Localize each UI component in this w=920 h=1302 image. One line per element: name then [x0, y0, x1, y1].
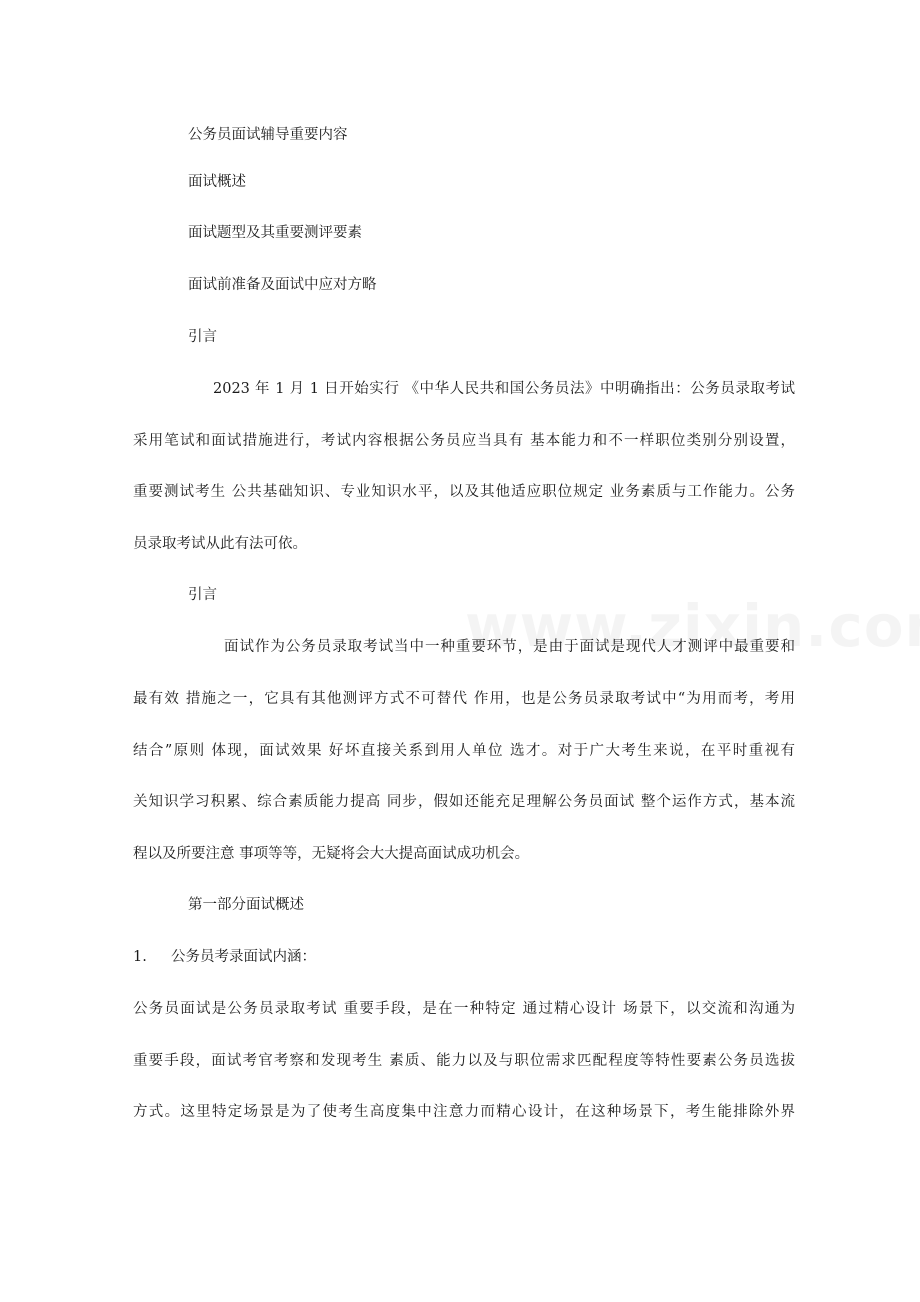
document-title: 公务员面试辅导重要内容	[188, 127, 348, 143]
paragraph-line: 结合”原则 体现，面试效果 好坏直接关系到用人单位 选才。对于广大考生来说，在平时重视有	[133, 743, 795, 759]
paragraph-line: 关知识学习积累、综合素质能力提高 同步，假如还能充足理解公务员面试 整个运作方式，基本流	[133, 794, 795, 810]
paragraph-line: 重要测试考生 公共基础知识、专业知识水平，以及其他适应职位规定 业务素质与工作能力。公务	[133, 484, 795, 500]
section-heading-intro: 引言	[188, 329, 217, 345]
paragraph-line: 2023 年 1 月 1 日开始实行 《中华人民共和国公务员法》中明确指出：公务员录取考试	[213, 381, 795, 397]
paragraph-line: 员录取考试从此有法可依。	[133, 536, 307, 552]
paragraph-line: 程以及所要注意 事项等等，无疑将会大大提高面试成功机会。	[133, 846, 530, 862]
item-number: 1.	[133, 949, 147, 965]
section-heading-intro-2: 引言	[188, 587, 217, 603]
paragraph-line: 采用笔试和面试措施进行，考试内容根据公务员应当具有 基本能力和不一样职位类别分别设置，	[133, 433, 795, 449]
paragraph-line: 重要手段，面试考官考察和发现考生 素质、能力以及与职位需求匹配程度等特性要素公务员选拔	[133, 1053, 795, 1069]
toc-item-question-types: 面试题型及其重要测评要素	[188, 225, 362, 241]
paragraph-line: 最有效 措施之一，它具有其他测评方式不可替代 作用，也是公务员录取考试中“为用而考，考用	[133, 691, 795, 707]
numbered-item	[133, 947, 795, 967]
paragraph-line: 面试作为公务员录取考试当中一种重要环节，是由于面试是现代人才测评中最重要和	[224, 639, 795, 655]
paragraph-line: 方式。这里特定场景是为了使考生高度集中注意力而精心设计，在这种场景下，考生能排除外界	[133, 1104, 795, 1120]
toc-item-overview: 面试概述	[188, 174, 246, 190]
paragraph-line: 公务员面试是公务员录取考试 重要手段，是在一种特定 通过精心设计 场景下，以交流和沟通为	[133, 1001, 795, 1017]
part-heading: 第一部分面试概述	[188, 897, 304, 913]
item-text: 公务员考录面试内涵：	[171, 949, 316, 965]
toc-item-strategies: 面试前准备及面试中应对方略	[188, 277, 377, 293]
